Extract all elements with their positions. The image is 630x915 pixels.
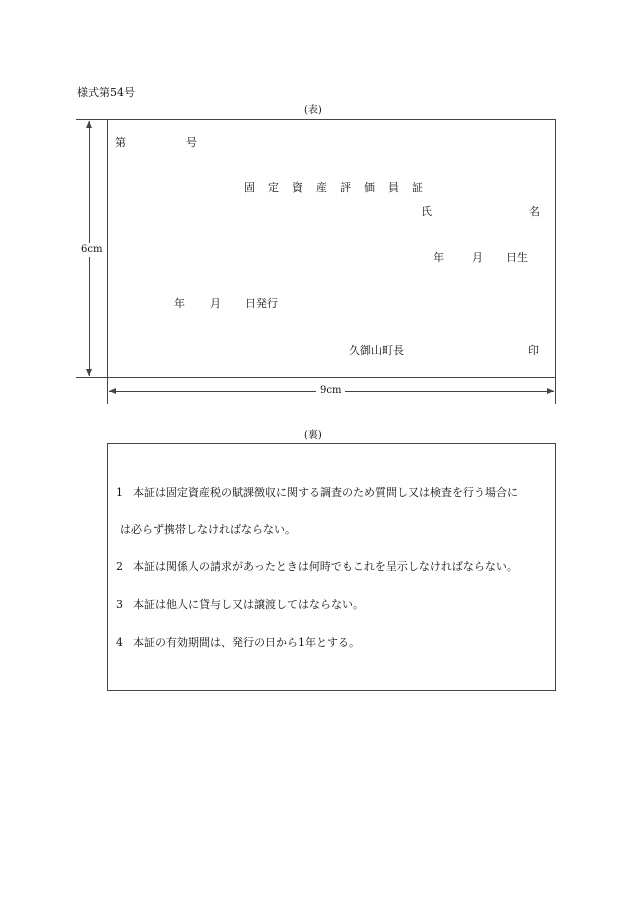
item-text: 本証は関係人の請求があったときは何時でもこれを呈示しなければならない。 [133,560,518,573]
arrow-left-icon [109,388,116,394]
issue-day-label: 日発行 [245,297,278,310]
seal-mark: 印 [528,344,539,357]
width-dim-right-tick [555,378,556,404]
arrow-down-icon [86,369,92,376]
item-text: は必らず携帯しなければならない。 [120,523,296,536]
card-title [244,182,436,193]
title-char: 固 [244,181,255,194]
list-item [120,524,296,535]
item-number: 3 [116,598,123,611]
arrow-up-icon [86,121,92,128]
width-dim-left-tick [107,378,108,404]
item-number: 1 [116,486,123,499]
birth-month-label: 月 [472,251,483,264]
issuer-title: 久御山町長 [349,344,404,357]
name-label-right: 名 [529,205,540,218]
width-dim-label: 9cm [316,386,345,396]
title-char: 価 [364,181,375,194]
list-item [116,561,518,572]
arrow-right-icon [547,388,554,394]
birth-year-label: 年 [433,251,444,264]
issue-year-label: 年 [174,297,185,310]
front-card [107,119,556,378]
name-label-left: 氏 [421,205,432,218]
issue-month-label: 月 [210,297,221,310]
front-side-label: (表) [304,105,322,116]
item-number: 4 [116,636,123,649]
form-number: 様式第54号 [77,86,135,99]
list-item [116,487,518,498]
title-char: 証 [412,181,423,194]
height-dim-top-tick [76,119,107,120]
title-char: 定 [268,181,279,194]
title-char: 員 [388,181,399,194]
list-item [116,599,364,610]
birth-day-label: 日生 [506,251,528,264]
back-card [107,443,556,691]
title-char: 評 [340,181,351,194]
item-number: 2 [116,560,123,573]
card-number-prefix: 第 [115,136,126,149]
height-dim-label: 6cm [78,243,105,257]
item-text: 本証の有効期間は、発行の日から1年とする。 [133,636,360,649]
item-text: 本証は他人に貸与し又は譲渡してはならない。 [133,598,364,611]
item-text: 本証は固定資産税の賦課徴収に関する調査のため質問し又は検査を行う場合に [133,486,518,499]
back-side-label: (裏) [304,430,322,441]
height-dim-bottom-tick [76,377,107,378]
card-number-suffix: 号 [186,136,197,149]
list-item [116,637,360,648]
title-char: 産 [316,181,327,194]
title-char: 資 [292,181,303,194]
